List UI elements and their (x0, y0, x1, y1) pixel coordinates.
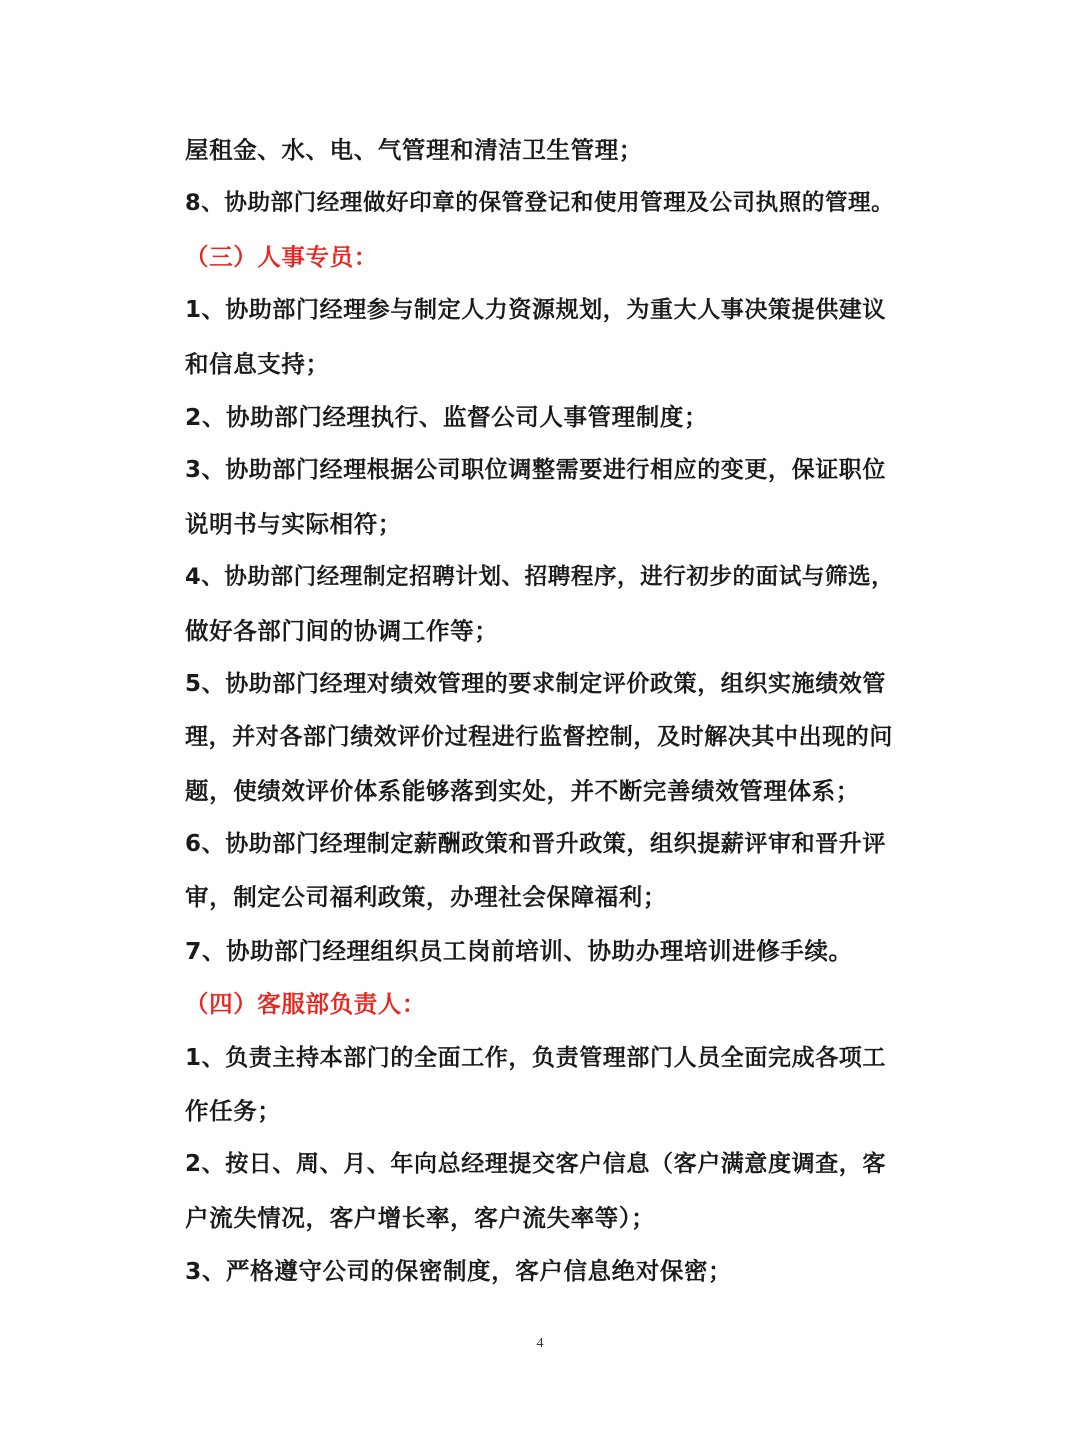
section-heading-customer-service-lead: （四）客服部负责人： (185, 990, 426, 1019)
paragraph-line: 和信息支持； (185, 349, 330, 378)
paragraph-line: 1、协助部门经理参与制定人力资源规划，为重大人事决策提供建议 (185, 297, 887, 324)
paragraph-line: 8、协助部门经理做好印章的保管登记和使用管理及公司执照的管理。 (185, 190, 895, 217)
paragraph-line: 审，制定公司福利政策，办理社会保障福利； (185, 883, 667, 912)
paragraph-line: 说明书与实际相符； (185, 509, 402, 538)
document-body (185, 124, 900, 1299)
section-heading-hr-specialist: （三）人事专员： (185, 242, 378, 271)
paragraph-line: 2、协助部门经理执行、监督公司人事管理制度； (185, 402, 709, 431)
paragraph-line: 4、协助部门经理制定招聘计划、招聘程序，进行初步的面试与筛选， (185, 564, 895, 591)
paragraph-line: 理，并对各部门绩效评价过程进行监督控制，及时解决其中出现的问 (185, 724, 893, 751)
paragraph-line: 作任务； (185, 1097, 282, 1126)
paragraph-line: 3、协助部门经理根据公司职位调整需要进行相应的变更，保证职位 (185, 457, 887, 484)
paragraph-line: 6、协助部门经理制定薪酬政策和晋升政策，组织提薪评审和晋升评 (185, 831, 887, 858)
paragraph-line: 7、协助部门经理组织员工岗前培训、协助办理培训进修手续。 (185, 936, 853, 965)
paragraph-line: 题，使绩效评价体系能够落到实处，并不断完善绩效管理体系； (185, 776, 860, 805)
paragraph-line: 2、按日、周、月、年向总经理提交客户信息（客户满意度调查，客 (185, 1151, 887, 1178)
paragraph-line: 1、负责主持本部门的全面工作，负责管理部门人员全面完成各项工 (185, 1044, 887, 1071)
paragraph-line: 做好各部门间的协调工作等； (185, 616, 499, 645)
paragraph-line: 户流失情况，客户增长率，客户流失率等）； (185, 1203, 656, 1232)
paragraph-line: 3、严格遵守公司的保密制度，客户信息绝对保密； (185, 1257, 733, 1286)
page-number: 4 (536, 1336, 544, 1351)
paragraph-line: 屋租金、水、电、气管理和清洁卫生管理； (185, 136, 643, 164)
paragraph-line: 5、协助部门经理对绩效管理的要求制定评价政策，组织实施绩效管 (185, 670, 887, 697)
